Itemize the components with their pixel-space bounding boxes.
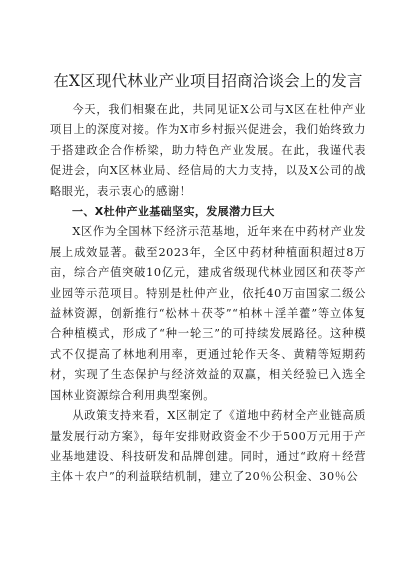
section-heading-1: 一、X杜仲产业基础坚实，发展潜力巨大 — [72, 205, 275, 219]
document-title: 在X区现代林业产业项目招商洽谈会上的发言 — [53, 72, 363, 90]
intro-paragraph: 今天，我们相聚在此，共同见证X公司与X区在杜仲产业项目上的深度对接。作为X市乡村振兴促进会，我们始终致力于搭建政企合作桥梁，助力特色产业发展。在此，我谨代表促进会，向X区林业局、经信局的大力支持，以及X公司的战略眼光，表示衷心的感谢！ — [50, 103, 366, 198]
section1-paragraph-1: X区作为全国林下经济示范基地，近年来在中药材产业发展上成效显著。截至2023年，全区中药材种植面积超过8万亩，综合产值突破10亿元，建成省级现代林业园区和茯苓产业园等示范项目。特别是杜仲产业，依托40万亩国家二级公益林资源，创新推行“松林＋茯苓”“柏林＋淫羊藿”等立体复合种植模式，形成了“种一轮三”的可持续发展路径。这种模式不仅提高了林地利用率，更通过轮作天冬、黄精等短期药材，实现了生态保护与经济效益的双赢，相关经验已入选全国林业资源综合利用典型案例。 — [50, 225, 366, 402]
section1-paragraph-2: 从政策支持来看，X区制定了《道地中药材全产业链高质量发展行动方案》，每年安排财政资金不少于500万元用于产业基地建设、科技研发和品牌创建。同时，通过“政府＋经营主体＋农户”的利益联结机制，建立了20％公积金、30％公 — [50, 409, 366, 484]
